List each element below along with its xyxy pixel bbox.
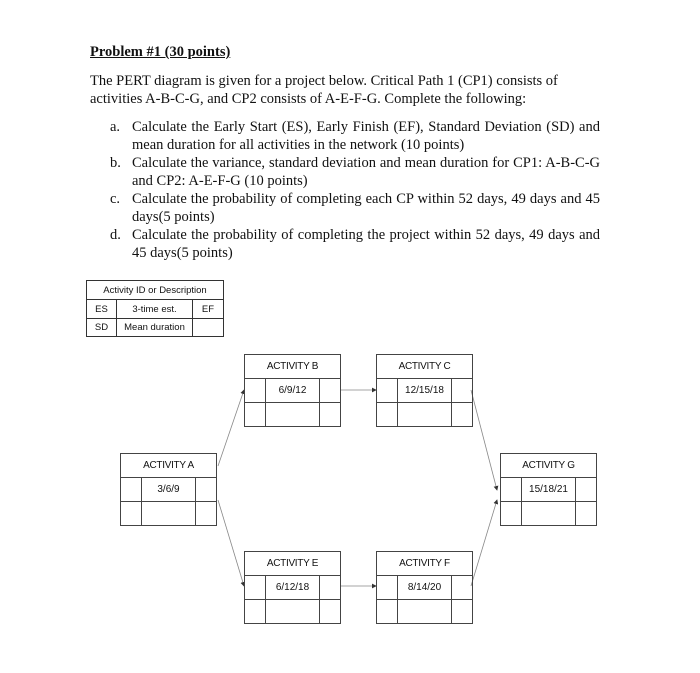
edge-c-g <box>471 390 497 490</box>
legend-sd: SD <box>87 319 117 336</box>
question-text: Calculate the probability of completing each CP within 52 days, 49 days and 45 days(5 points) <box>132 191 600 225</box>
question-label: a. <box>110 119 121 135</box>
activity-a-node <box>120 453 217 526</box>
activity-g-node <box>500 453 597 526</box>
edge-a-b <box>218 390 244 466</box>
question-text: Calculate the variance, standard deviation and mean duration for CP1: A-B-C-G and CP2: A-E-F-G (10 points) <box>132 155 600 189</box>
edge-a-e <box>218 500 244 586</box>
legend-ef: EF <box>201 303 215 315</box>
activity-c-node <box>376 354 473 427</box>
legend-estimate: 3-time est. <box>117 300 193 318</box>
activity-name: ACTIVITY C <box>377 355 472 379</box>
question-label: c. <box>110 191 121 207</box>
problem-intro: The PERT diagram is given for a project below. Critical Path 1 (CP1) consists of activities A-B-C-G, and CP2 consists of A-E-F-G. Complete the following: <box>90 73 558 107</box>
activity-e-node <box>244 551 341 624</box>
question-label: d. <box>110 227 121 243</box>
activity-estimate: 6/12/18 <box>265 576 320 599</box>
legend-mean: Mean duration <box>117 319 193 336</box>
question-text: Calculate the Early Start (ES), Early Finish (EF), Standard Deviation (SD) and mean duration for all activities in the network (10 points) <box>132 119 600 153</box>
activity-name: ACTIVITY F <box>377 552 472 576</box>
activity-b-node <box>244 354 341 427</box>
activity-name: ACTIVITY A <box>121 454 216 478</box>
activity-estimate: 8/14/20 <box>397 576 452 599</box>
activity-name: ACTIVITY E <box>245 552 340 576</box>
legend-es: ES <box>87 300 117 318</box>
activity-name: ACTIVITY G <box>501 454 596 478</box>
activity-estimate: 3/6/9 <box>141 478 196 501</box>
edge-f-g <box>471 500 497 586</box>
problem-title: Problem #1 (30 points) <box>90 44 231 60</box>
question-text: Calculate the probability of completing the project within 52 days, 49 days and 45 days(5 points) <box>132 227 600 261</box>
question-label: b. <box>110 155 121 171</box>
activity-estimate: 6/9/12 <box>265 379 320 402</box>
legend-header: Activity ID or Description <box>103 284 207 296</box>
activity-estimate: 15/18/21 <box>521 478 576 501</box>
activity-f-node <box>376 551 473 624</box>
activity-name: ACTIVITY B <box>245 355 340 379</box>
activity-estimate: 12/15/18 <box>397 379 452 402</box>
